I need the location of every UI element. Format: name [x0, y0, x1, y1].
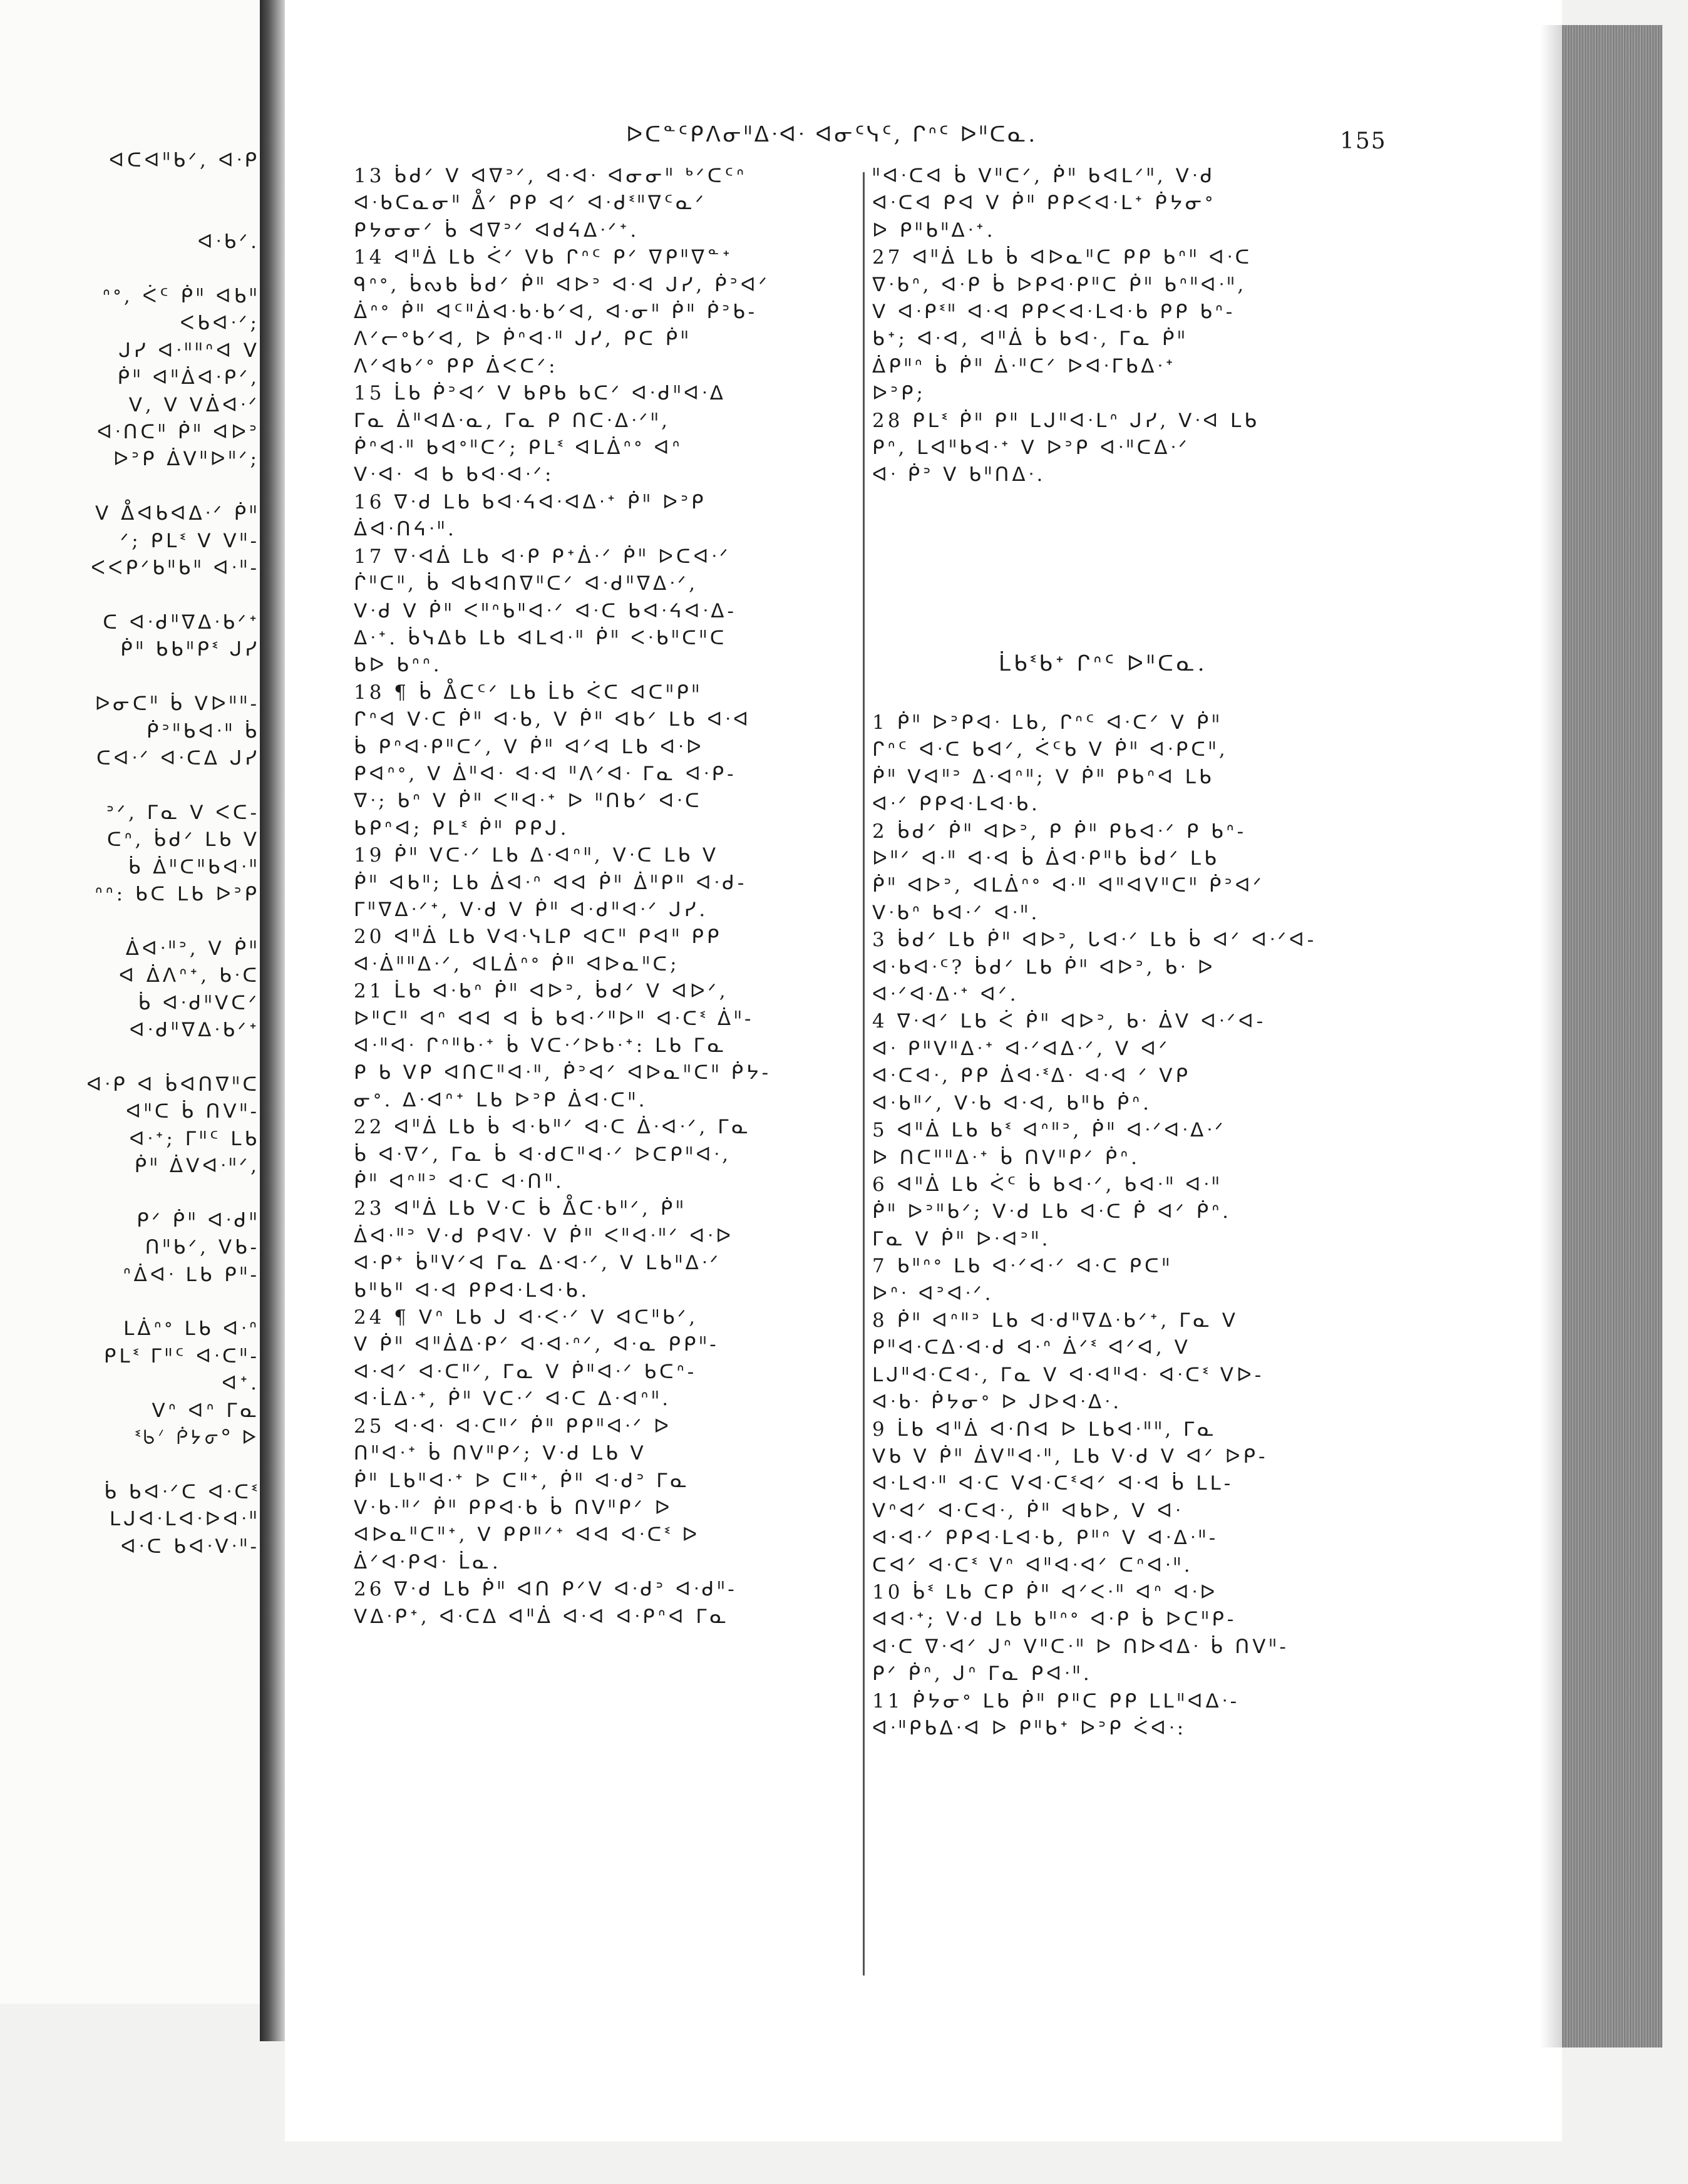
- text-line: ᐊᐧᒪᐊᐧᐦ ᐊᐧᑕ ᐯᐊᐧᑕᓫᐊᐟ ᐊᐧᐊ ᑳ ᒪᒪ-: [872, 1472, 1234, 1495]
- text-line: ᐅᐣᑭ ᐄᐯᐦᐅᐦᐟ;: [113, 448, 260, 471]
- text-line: ᑲᐅ ᑲᐢᐢ.: [354, 654, 443, 677]
- text-line: ᑫᐢᐤ, ᑳᔓᑲ ᑳᑯᐟ ᑮᐦ ᐊᐅᐣ ᐊᐧᐊ ᒍᓯ, ᑮᐣᐊᐟ: [354, 273, 770, 296]
- text-line: ᓫᑲᐟ ᑮᔭᓂᐤ ᐅ: [135, 1426, 260, 1450]
- text-line: ᐊᐧᑕ ᐁᐧᐊᐟ ᒍᐢ ᐯᐦᑕᐧᐦ ᐅ ᑎᐅᐊᐃᐧ ᑳ ᑎᐯᐦ-: [872, 1635, 1289, 1658]
- text-line: ᐯᐢᐊᐟ ᐊᐧᑕᐊᐧ, ᑮᐦ ᐊᑲᐅ, ᐯ ᐊᐧ: [872, 1499, 1183, 1522]
- text-line: ᑮᐦ ᐊᐦᐄᐊᐧᑭᐟ,: [117, 366, 260, 389]
- text-line: ᐅᓂᑕᐦ ᑳ ᐯᐅᐦᐦ-: [95, 693, 260, 716]
- text-line: ᐯᐧᑲᐢ ᑲᐊᐧᐟ ᐊᐧᐦ.: [872, 901, 1041, 924]
- text-line: ᐱᐟᓕᐤᑲᐟᐊ, ᐅ ᑮᐢᐊᐧᐦ ᒍᓯ, ᑭᑕ ᑮᐦ: [354, 327, 692, 351]
- text-line: ᐄᑭᐦᐢ ᑳ ᑮᐦ ᐄᐧᐦᑕᐟ ᐅᐊᐧᒥᑲᐃᐧᐩ: [872, 354, 1176, 378]
- text-line: ᐄᐢᐤ ᑮᐦ ᐊᑦᐦᐄᐊᐧᑲᐧᑲᐟᐊ, ᐊᐧᓂᐦ ᑮᐦ ᑮᐣᑲ-: [354, 301, 758, 324]
- text-line: ᐊᑕᐊᐦᑲᐟ, ᐊᐧᑭ: [109, 149, 260, 172]
- text-line: ᐯ, ᐯ ᐯᐄᐊᐧᐟ: [128, 393, 260, 416]
- text-line: ᐊᐧ ᑭᐦᐯᐦᐃᐧᐩ ᐊᐧᐟᐊᐃᐧᐟ, ᐯ ᐊᐟ: [872, 1037, 1170, 1060]
- text-line: ᑭᐟ ᑮᐢ, ᒍᐢ ᒥᓇ ᑭᐊᐧᐦ.: [872, 1662, 1093, 1686]
- text-line: ᐁᐧᑲᐢ, ᐊᐧᑭ ᑳ ᐅᑭᐊᐧᑭᐦᑕ ᑮᐦ ᑲᐢᐦᐊᐧᐦ,: [872, 273, 1247, 296]
- text-line: ᑮᐦ ᐯᐊᐦᐣ ᐃᐧᐊᐢᐦ; ᐯ ᑮᐦ ᑭᑲᐢᐊ ᒪᑲ: [872, 765, 1215, 788]
- text-line: [0, 174, 260, 201]
- text-line: ᐊᐧᑎᑕᐦ ᑮᐦ ᐊᐅᐣ: [96, 421, 260, 444]
- text-line: ᐊᐧᐊᐟ ᐊᐧᑕᐦᐟ, ᒥᓇ ᐯ ᑮᐦᐊᐧᐟ ᑲᑕᐢ-: [354, 1360, 697, 1383]
- text-line: [0, 1289, 260, 1316]
- text-line: ᐯᐃᐧᑭᐩ, ᐊᐧᑕᐃ ᐊᐦᐄ ᐊᐧᐊ ᐊᐧᑭᐢᐊ ᒥᓇ: [354, 1605, 730, 1628]
- text-line: ᐯ ᐂᐊᑲᐊᐃᐧᐟ ᑮᐦ: [95, 502, 260, 525]
- text-line: ᑭᐦᐊᐧᑕᐃᐧᐊᐧᑯ ᐊᐧᐢ ᐄᐟᓫ ᐊᐟᐊ, ᐯ: [872, 1336, 1191, 1359]
- text-line: 23 ᐊᐦᐄ ᒪᑲ ᐯᐧᑕ ᑳ ᐂᑕᐧᑲᐦᐟ, ᑮᐦ: [354, 1197, 687, 1220]
- text-line: ᑎᐦᐊᐧᐩ ᑳ ᑎᐯᐦᑭᐟ; ᐯᐧᑯ ᒪᑲ ᐯ: [354, 1442, 647, 1465]
- text-line: ᐊᐦᑕ ᑳ ᑎᐯᐦ-: [126, 1100, 260, 1123]
- text-line: ᑳ ᑲᐊᐧᐟᑕ ᐊᐧᑕᓫ: [104, 1480, 260, 1503]
- text-line: ᒌᐦᑕᐦ, ᑳ ᐊᑲᐊᑎᐁᐦᑕᐟ ᐊᐧᑯᐦᐁᐃᐧᐟ,: [354, 572, 699, 595]
- text-line: ᑭᐢ, ᒪᐊᐦᑲᐊᐧᐩ ᐯ ᐅᐣᑭ ᐊᐧᐦᑕᐃᐧᐟ: [872, 436, 1190, 460]
- text-line: ᐯᑲ ᐯ ᑮᐦ ᐄᐯᐦᐊᐧᐦ, ᒪᑲ ᐯᐧᑯ ᐯ ᐊᐟ ᐅᑭ-: [872, 1445, 1269, 1468]
- text-line: ᐊᐧᐦᑭᑲᐃᐧᐊ ᐅ ᑭᐦᑲᐩ ᐅᐣᑭ ᐹᐊᐧ:: [872, 1717, 1187, 1740]
- text-line: [0, 664, 260, 691]
- text-line: 24 ¶ ᐯᐢ ᒪᑲ ᒍ ᐊᐧᐸᐧᐟ ᐯ ᐊᑕᐦᑲᐟ,: [354, 1306, 699, 1329]
- text-line: 10 ᑳᓫ ᒪᑲ ᑕᑭ ᑮᐦ ᐊᐟᐸᐧᐦ ᐊᐢ ᐊᐧᐅ: [872, 1581, 1218, 1604]
- text-line: ᐊᐧᑭᐩ ᑳᐦᐯᐟᐊ ᒥᓇ ᐃᐧᐊᐧᐟ, ᐯ ᒪᑲᐦᐃᐧᐟ: [354, 1252, 721, 1275]
- text-line: ᐅᐦᐟ ᐊᐧᐦ ᐊᐧᐊ ᑳ ᐄᐊᐧᑭᐦᑲ ᑳᑯᐟ ᒪᑲ: [872, 847, 1220, 870]
- text-line: ᑕᐢ, ᑳᑯᐟ ᒪᑲ ᐯ: [106, 828, 260, 852]
- text-line: 15 ᒫᑲ ᑮᐣᐊᐟ ᐯ ᑲᑭᑲ ᑲᑕᐟ ᐊᐧᑯᐦᐊᐧᐃ: [354, 382, 727, 405]
- text-line: ᑕᐊᐧᐟ ᐊᐧᑕᐃ ᒍᓯ: [96, 746, 260, 770]
- text-line: [0, 908, 260, 935]
- text-line: 9 ᒫᑲ ᐊᐦᐄ ᐊᐧᑎᐊ ᐅ ᒪᑲᐊᐧᐦᐦ, ᒥᓇ: [872, 1418, 1217, 1441]
- text-line: ᑭᒪᓫ ᒥᐦᑦ ᐊᐧᑕᐦ-: [103, 1344, 260, 1368]
- text-line: ᑲᐦᑲᐦ ᐊᐧᐊ ᑭᑭᐊᐧᒪᐊᐧᑲ.: [354, 1279, 590, 1302]
- text-line: ᐸᑲᐊᐧᐟ;: [180, 312, 260, 335]
- text-line: ᑮᐦ ᐅᐣᐦᑲᐟ; ᐯᐧᑯ ᒪᑲ ᐊᐧᑕ ᑮ ᐊᐟ ᑮᐢ.: [872, 1200, 1232, 1223]
- text-line: 19 ᑮᐦ ᐯᑕᐧᐟ ᒪᑲ ᐃᐧᐊᐢᐦ, ᐯᐧᑕ ᒪᑲ ᐯ: [354, 844, 719, 867]
- text-line: [0, 1044, 260, 1071]
- text-line: ᐯ ᑮᐦ ᐊᐦᐄᐃᐧᑭᐟ ᐊᐧᐊᐧᐢᐟ, ᐊᐧᓇ ᑭᑭᐦ-: [354, 1333, 719, 1356]
- text-line: ᑮᐦ ᐊᑲᐦ; ᒪᑲ ᐄᐊᐧᐢ ᐊᐊ ᑮᐦ ᐄᐦᑭᐦ ᐊᐧᑯ-: [354, 871, 748, 894]
- left-column: [354, 163, 855, 1630]
- text-line: 14 ᐊᐦᐄ ᒪᑲ ᐹᐟ ᐯᑲ ᒋᐢᑦ ᑭᐟ ᐁᑭᐦᐁᓐᐩ: [354, 246, 733, 269]
- text-line: ᐊᐩ.: [222, 1372, 260, 1395]
- text-line: ᐊᐧᑕᐊᐧ, ᑭᑭ ᐄᐊᐧᓫᐃᐧ ᐊᐧᐊ ᐟ ᐯᑭ: [872, 1064, 1191, 1088]
- text-line: ᑮᐦ ᒪᑲᐦᐊᐧᐩ ᐅ ᑕᐦᐩ, ᑮᐦ ᐊᐧᑯᐣ ᒥᓇ: [354, 1469, 690, 1492]
- text-line: ᐊᐧᐦᐊᐧ ᒋᐢᐦᑲᐧᐩ ᑳ ᐯᑕᐧᐟᐅᑲᐧᐩ: ᒪᑲ ᒥᓇ: [354, 1034, 728, 1057]
- text-line: ᒥᓇ ᐯ ᑮᐦ ᐅᐧᐊᐣᐦ.: [872, 1227, 1051, 1250]
- text-line: ᐣᐟ, ᒥᓇ ᐯ ᐸᑕ-: [106, 801, 260, 824]
- text-line: 20 ᐊᐦᐄ ᒪᑲ ᐯᐊᐧᓭᒪᑭ ᐊᑕᐦ ᑭᐊᐦ ᑭᑭ: [354, 925, 723, 949]
- text-line: 13 ᑳᑯᐟ ᐯ ᐊᐁᐣᐟ, ᐊᐧᐊᐧ ᐊᓂᓂᐦ ᒃᐟᑕᑦᐢ: [354, 165, 748, 187]
- text-line: ᑳ ᐊᐧᑯᐦᐯᑕᐟ: [138, 991, 260, 1014]
- text-line: ᑳ ᑭᐢᐊᐧᑭᐦᑕᐟ, ᐯ ᑮᐦ ᐊᐟᐊ ᒪᑲ ᐊᐧᐅ: [354, 735, 704, 758]
- left-page-text: [0, 147, 260, 1560]
- text-line: 26 ᐁᐧᑯ ᒪᑲ ᑮᐦ ᐊᑎ ᑭᐟᐯ ᐊᐧᑯᐣ ᐊᐧᑯᐦ-: [354, 1578, 738, 1601]
- text-line: ᐊᐧᐩ; ᒥᐦᑦ ᒪᑲ: [129, 1127, 260, 1150]
- right-column-top: [872, 163, 1398, 489]
- text-line: ᐅ ᑭᐦᑲᐦᐃᐧᐩ.: [872, 219, 996, 242]
- text-line: ᐯᐧᑯ ᐯ ᑮᐦ ᐸᐦᐢᑲᐦᐊᐧᐟ ᐊᐧᑕ ᑲᐊᐧᔦᐊᐧᐃ-: [354, 599, 737, 622]
- text-line: [0, 202, 260, 229]
- text-line: ᑮᐢᐊᐧᐦ ᑲᐊᐤᐦᑕᐟ; ᑭᒪᓫ ᐊᒪᐄᐢᐤ ᐊᐢ: [354, 436, 683, 460]
- text-line: ᐄᐊᐧᐦᐣ ᐯᐧᑯ ᑭᐊᐯᐧ ᐯ ᑮᐦ ᐸᐦᐊᐧᐦᐟ ᐊᐧᐅ: [354, 1224, 734, 1247]
- text-line: 17 ᐁᐧᐊᐄ ᒪᑲ ᐊᐧᑭ ᑭᐩᐄᐧᐟ ᑮᐦ ᐅᑕᐊᐧᐟ: [354, 545, 731, 568]
- text-line: 28 ᑭᒪᓫ ᑮᐦ ᑭᐦ ᒪᒍᐦᐊᐧᒪᐢ ᒍᓯ, ᐯᐧᐊ ᒪᑲ: [872, 409, 1260, 432]
- text-line: ᑮᐦ ᐊᐢᐦᐣ ᐊᐧᑕ ᐊᐧᑎᐦ.: [354, 1170, 565, 1193]
- text-line: ᐊᐧᑕᐊ ᑭᐊ ᐯ ᑮᐦ ᑭᑭᐸᐊᐧᒪᐩ ᑮᔭᓂᐤ: [872, 192, 1216, 215]
- text-line: ᐊᐧᑲᐧ ᑮᔭᓂᐤ ᐅ ᒍᐅᐊᐧᐃᐧ.: [872, 1391, 1123, 1414]
- text-line: ᐄᐟᐊᐧᑭᐊᐧ ᒫᓇ.: [354, 1550, 502, 1574]
- text-line: ᐁᐧ; ᑲᐢ ᐯ ᑮᐦ ᐸᐦᐊᐧᐩ ᐅ ᐦᑎᑲᐟ ᐊᐧᑕ: [354, 790, 702, 813]
- text-line: 1 ᑮᐦ ᐅᐣᑭᐊᐧ ᒪᑲ, ᒋᐢᑦ ᐊᐧᑕᐟ ᐯ ᑮᐦ: [872, 711, 1223, 734]
- text-line: ᑭᔭᓂᓂᐟ ᑳ ᐊᐁᐣᐟ ᐊᑯᔦᐃᐧᐟᐩ.: [354, 219, 640, 242]
- text-line: ᐊ ᐄᐱᐢᐩ, ᑲᐧᑕ: [119, 964, 260, 987]
- left-page: [0, 0, 260, 2004]
- text-line: 22 ᐊᐦᐄ ᒪᑲ ᑳ ᐊᐧᑲᐦᐟ ᐊᐧᑕ ᐄᐧᐊᐧᐟ, ᒥᓇ: [354, 1116, 751, 1139]
- text-line: ᒪᐄᐢᐤ ᒪᑲ ᐊᐧᐢ: [123, 1317, 260, 1341]
- text-line: [0, 772, 260, 799]
- text-line: ᐊᐧᐊᐧᐟ ᑭᑭᐊᐧᒪᐊᐧᑲ, ᑭᐦᐢ ᐯ ᐊᐧᐃᐧᐦ-: [872, 1527, 1219, 1550]
- text-line: ᑲᑭᐢᐊ; ᑭᒪᓫ ᑮᐦ ᑭᑭᒍ.: [354, 816, 570, 840]
- text-line: 5 ᐊᐦᐄ ᒪᑲ ᑲᓫ ᐊᐢᐦᐣ, ᑮᐦ ᐊᐧᐟᐊᐧᐃᐧᐟ: [872, 1119, 1227, 1142]
- page-edge-shadow: [1540, 25, 1565, 2048]
- text-line: ᐅᐦᑕᐦ ᐊᐢ ᐊᐊ ᐊ ᑳ ᑲᐊᐧᐟᐦᐅᐦ ᐊᐧᑕᓫ ᐄᐦ-: [354, 1007, 754, 1030]
- text-line: ᐱᐟᐊᑲᐟᐤ ᑭᑭ ᐄᐸᑕᐟ:: [354, 354, 558, 378]
- text-line: ᐢᐢ: ᑲᑕ ᒪᑲ ᐅᐣᑭ: [95, 882, 260, 905]
- text-line: ᐯᐢ ᐊᐢ ᒥᓇ: [152, 1399, 260, 1422]
- text-line: ᐸᐸᑭᐟᑲᐦᑲᐦ ᐊᐧᐦ-: [91, 557, 260, 580]
- text-line: ᐊᐧᑲᐦᐟ, ᐯᐧᑲ ᐊᐧᐊ, ᑲᐦᑲ ᑮᐢ.: [872, 1091, 1152, 1115]
- text-line: ᑎᐦᑲᐟ, ᐯᑲ-: [145, 1236, 260, 1259]
- text-line: ᐦᐊᐧᑕᐊ ᑳ ᐯᐦᑕᐟ, ᑮᐦ ᑲᐊᒪᐟᐦ, ᐯᐧᑯ: [872, 165, 1216, 187]
- text-line: ᑲᐩ; ᐊᐧᐊ, ᐊᐦᐄ ᑳ ᑲᐊᐧ, ᒥᓇ ᑮᐦ: [872, 327, 1188, 351]
- text-line: ᑮᐦ ᐊᐅᐣ, ᐊᒪᐄᐢᐤ ᐊᐧᐦ ᐊᐦᐊᐯᐦᑕᐦ ᑮᐣᐊᐟ: [872, 874, 1265, 897]
- text-line: ᐃᐧᐩ. ᑳᓭᐃᑲ ᒪᑲ ᐊᒪᐊᐧᐦ ᑮᐦ ᐸᐧᑲᐦᑕᐦᑕ: [354, 626, 728, 649]
- text-line: ᑮᐦ ᐄᐯᐊᐧᐦᐟ,: [134, 1155, 260, 1178]
- text-line: 11 ᑮᔭᓂᐤ ᒪᑲ ᑮᐦ ᑭᐦᑕ ᑭᑭ ᒪᒪᐦᐊᐃᐧ-: [872, 1689, 1240, 1713]
- text-line: 27 ᐊᐦᐄ ᒪᑲ ᑳ ᐊᐅᓇᐦᑕ ᑭᑭ ᑲᐢᐦ ᐊᐧᑕ: [872, 246, 1253, 269]
- text-line: ᐅ ᑎᑕᐦᐦᐃᐧᐩ ᑳ ᑎᐯᐦᑭᐟ ᑮᐢ.: [872, 1146, 1140, 1169]
- text-line: ᑮᐦ ᑲᑲᐦᑭᓫ ᒍᓯ: [120, 638, 260, 661]
- text-line: [0, 256, 260, 283]
- text-line: 21 ᒫᑲ ᐊᐧᑲᐢ ᑮᐦ ᐊᐅᐣ, ᑳᑯᐟ ᐯ ᐊᐅᐟ,: [354, 980, 729, 1003]
- text-line: ᒍᓯ ᐊᐧᐦᐦᐢᐊ ᐯ: [118, 339, 260, 362]
- text-line: ᑳ ᐄᐦᑕᐦᑲᐊᐧᐦ: [128, 855, 260, 878]
- page-number: 155: [1340, 128, 1387, 154]
- text-line: ᒥᐦᐁᐃᐧᐟᐩ, ᐯᐧᑯ ᐯ ᑮᐦ ᐊᐧᑯᐦᐊᐧᐟ ᒍᓯ.: [354, 898, 709, 921]
- text-line: ᑳ ᐊᐧᐁᐟ, ᒥᓇ ᑳ ᐊᐧᑯᑕᐦᐊᐧᐟ ᐅᑕᑭᐦᐊᐧ,: [354, 1143, 732, 1166]
- text-line: ᐊᐧᑲᑕᓇᓂᐦ ᐂᐟ ᑭᑭ ᐊᐟ ᐊᐧᑯᓫᐦᐁᑦᓇᐟ: [354, 192, 707, 215]
- text-line: ᐯ ᐊᐧᑭᓫᐦ ᐊᐧᐊ ᑭᑭᐸᐊᐧᒪᐊᐧᑲ ᑭᑭ ᑲᐢ-: [872, 301, 1236, 324]
- text-line: ᐟ; ᑭᒪᓫ ᐯ ᐯᐦ-: [120, 529, 260, 552]
- right-column-bottom: [872, 709, 1398, 1742]
- text-line: ᓂᐤ. ᐃᐧᐊᐢᐩ ᒪᑲ ᐅᐣᑭ ᐄᐊᐧᑕᐦ.: [354, 1088, 648, 1111]
- text-line: 6 ᐊᐦᐄ ᒪᑲ ᐹᑦ ᑳ ᑲᐊᐧᐟ, ᑲᐊᐧᐦ ᐊᐧᐦ: [872, 1173, 1223, 1196]
- text-line: 3 ᑳᑯᐟ ᒪᑲ ᑮᐦ ᐊᐅᐣ, ᒐᐊᐧᐟ ᒪᑲ ᑳ ᐊᐟ ᐊᐧᐟᐊ-: [872, 929, 1317, 952]
- text-line: ᐄᐊᐧᑎᔦᐧᐦ.: [354, 518, 457, 541]
- text-line: ᒪᒍᐦᐊᐧᑕᐊᐧ, ᒥᓇ ᐯ ᐊᐧᐊᐦᐊᐧ ᐊᐧᑕᓫ ᐯᐅ-: [872, 1363, 1265, 1386]
- text-line: ᒥᓇ ᐄᐦᐊᐃᐧᓇ, ᒥᓇ ᑭ ᑎᑕᐧᐃᐧᐟᐦ,: [354, 409, 671, 432]
- text-line: 8 ᑮᐦ ᐊᐢᐦᐣ ᒪᑲ ᐊᐧᑯᐦᐁᐃᐧᑲᐟᐩ, ᒥᓇ ᐯ: [872, 1309, 1238, 1332]
- text-line: ᒋᐢᐊ ᐯᐧᑕ ᑮᐦ ᐊᐧᑲ, ᐯ ᑮᐦ ᐊᑲᐟ ᒪᑲ ᐊᐧᐊ: [354, 708, 751, 731]
- column-divider: [863, 172, 865, 1975]
- text-line: 2 ᑳᑯᐟ ᑮᐦ ᐊᐅᐣ, ᑭ ᑮᐦ ᑭᑲᐊᐧᐟ ᑭ ᑲᐢ-: [872, 820, 1247, 843]
- page-edges: [1562, 25, 1662, 2048]
- text-line: 4 ᐁᐧᐊᐟ ᒪᑲ ᐹ ᑮᐦ ᐊᐅᐣ, ᑲᐧ ᐄᐯ ᐊᐧᐟᐊ-: [872, 1010, 1267, 1033]
- text-line: ᐊᐧᑲᐟ.: [197, 230, 260, 254]
- section-title: ᒫᑲᓫᑲᐩ ᒋᐢᑦ ᐅᐦᑕᓇ.: [999, 651, 1208, 676]
- text-line: ᐊᐧᑕ ᑲᐊᐧᐯᐧᐦ-: [120, 1535, 260, 1558]
- text-line: ᐊᐧᐟᐊᐧᐃᐧᐩ ᐊᐟ.: [872, 983, 1019, 1006]
- text-line: ᑕᐊᐟ ᐊᐧᑕᓫ ᐯᐢ ᐊᐦᐊᐧᐊᐟ ᑕᐢᐊᐧᐦ.: [872, 1553, 1193, 1577]
- text-line: ᐊᐅᓇᐦᑕᐦᐩ, ᐯ ᑭᑭᐦᐟᐩ ᐊᐊ ᐊᐧᑕᓫ ᐅ: [354, 1523, 701, 1547]
- text-line: ᐯᐧᑲᐧᐦᐟ ᑮᐦ ᑭᑭᐊᐧᑲ ᑳ ᑎᐯᐦᑭᐟ ᐅ: [354, 1496, 673, 1519]
- text-line: 25 ᐊᐧᐊᐧ ᐊᐧᑕᐦᐟ ᑮᐦ ᑭᑭᐦᐊᐧᐟ ᐅ: [354, 1414, 672, 1438]
- text-line: [0, 582, 260, 609]
- text-line: ᐅᐣᑭ;: [872, 382, 926, 405]
- text-line: ᐅᐢᐧ ᐊᐣᐊᐧᐟ.: [872, 1282, 994, 1305]
- text-line: [0, 473, 260, 500]
- running-head: ᐅᑕᓐᑦᑭᐱᓂᐦᐃᐧᐊᐧ ᐊᓂᑦᓭᑦ, ᒋᐢᑦ ᐅᐦᑕᓇ.: [626, 122, 1038, 147]
- text-line: ᐊᐊᐧᐩ; ᐯᐧᑯ ᒪᑲ ᑲᐦᐢᐤ ᐊᐧᑭ ᑳ ᐅᑕᐦᑭ-: [872, 1608, 1237, 1631]
- text-line: ᐄᐊᐧᐦᐣ, ᐯ ᑮᐦ: [125, 937, 260, 960]
- text-line: ᑭᐊᐢᐤ, ᐯ ᐄᐦᐊᐧ ᐊᐧᐊ ᐦᐱᐟᐊᐧ ᒥᓇ ᐊᐧᑭ-: [354, 762, 737, 785]
- text-line: ᐯᐧᐊᐧ ᐊ ᑲ ᑲᐊᐧᐊᐧᐟ:: [354, 463, 555, 487]
- text-line: ᑭᐟ ᑮᐦ ᐊᐧᑯᐦ: [136, 1208, 260, 1232]
- text-line: 7 ᑲᐦᐢᐤ ᒪᑲ ᐊᐧᐟᐊᐧᐟ ᐊᐧᑕ ᑭᑕᐦ: [872, 1255, 1173, 1278]
- text-line: ᐊᐧ ᑮᐣ ᐯ ᑲᐦᑎᐃᐧ.: [872, 463, 1046, 487]
- text-line: 18 ¶ ᑳ ᐂᑕᑦᐟ ᒪᑲ ᒫᑲ ᐹᑕ ᐊᑕᐦᑭᐦ: [354, 681, 702, 704]
- text-line: ᒋᐢᑦ ᐊᐧᑕ ᑲᐊᐟ, ᐹᑦᑲ ᐯ ᑮᐦ ᐊᐧᑭᑕᐦ,: [872, 738, 1228, 761]
- text-line: ᑕ ᐊᐧᑯᐦᐁᐃᐧᑲᐟᐩ: [103, 610, 260, 634]
- text-line: ᐊᐧᑲᐊᐧᑦ? ᑳᑯᐟ ᒪᑲ ᑮᐦ ᐊᐅᐣ, ᑲᐧ ᐅ: [872, 956, 1216, 979]
- text-line: [0, 1180, 260, 1207]
- text-line: ᐊᐧᐟ ᑭᑭᐊᐧᒪᐊᐧᑲ.: [872, 793, 1041, 816]
- text-line: ᐊᐧᑯᐦᐁᐃᐧᑲᐟᐩ: [129, 1019, 260, 1041]
- book-gutter: [260, 0, 285, 2041]
- text-line: ᐢᐄᐊᐧ ᒪᑲ ᑭᐦ-: [123, 1263, 260, 1286]
- text-line: ᐊᐧᐄᐦᐦᐃᐧᐟ, ᐊᒪᐄᐢᐤ ᑮᐦ ᐊᐅᓇᐦᑕ;: [354, 952, 680, 976]
- text-line: ᑮᐣᐦᑲᐊᐧᐦ ᑳ: [146, 719, 260, 743]
- text-line: ᒪᒍᐊᐧᒪᐊᐧᐅᐊᐧᐦ: [109, 1508, 260, 1531]
- text-line: ᐢᐤ, ᐹᑦ ᑮᐦ ᐊᑲᐦ: [102, 285, 260, 308]
- text-line: ᐊᐧᑭ ᐊ ᑳᐊᑎᐁᐦᑕ: [86, 1073, 260, 1096]
- text-line: 16 ᐁᐧᑯ ᒪᑲ ᑲᐊᐧᔦᐊᐧᐊᐃᐧᐩ ᑮᐦ ᐅᐣᑭ: [354, 490, 707, 513]
- text-line: ᐊᐧᒫᐃᐧᐩ, ᑮᐦ ᐯᑕᐧᐟ ᐊᐧᑕ ᐃᐧᐊᐢᐦ.: [354, 1388, 672, 1411]
- text-line: [0, 1452, 260, 1479]
- text-line: ᑭ ᑲ ᐯᑭ ᐊᑎᑕᐦᐊᐧᐦ, ᑮᐣᐊᐟ ᐊᐅᓇᐦᑕᐦ ᑮᔭ-: [354, 1061, 772, 1084]
